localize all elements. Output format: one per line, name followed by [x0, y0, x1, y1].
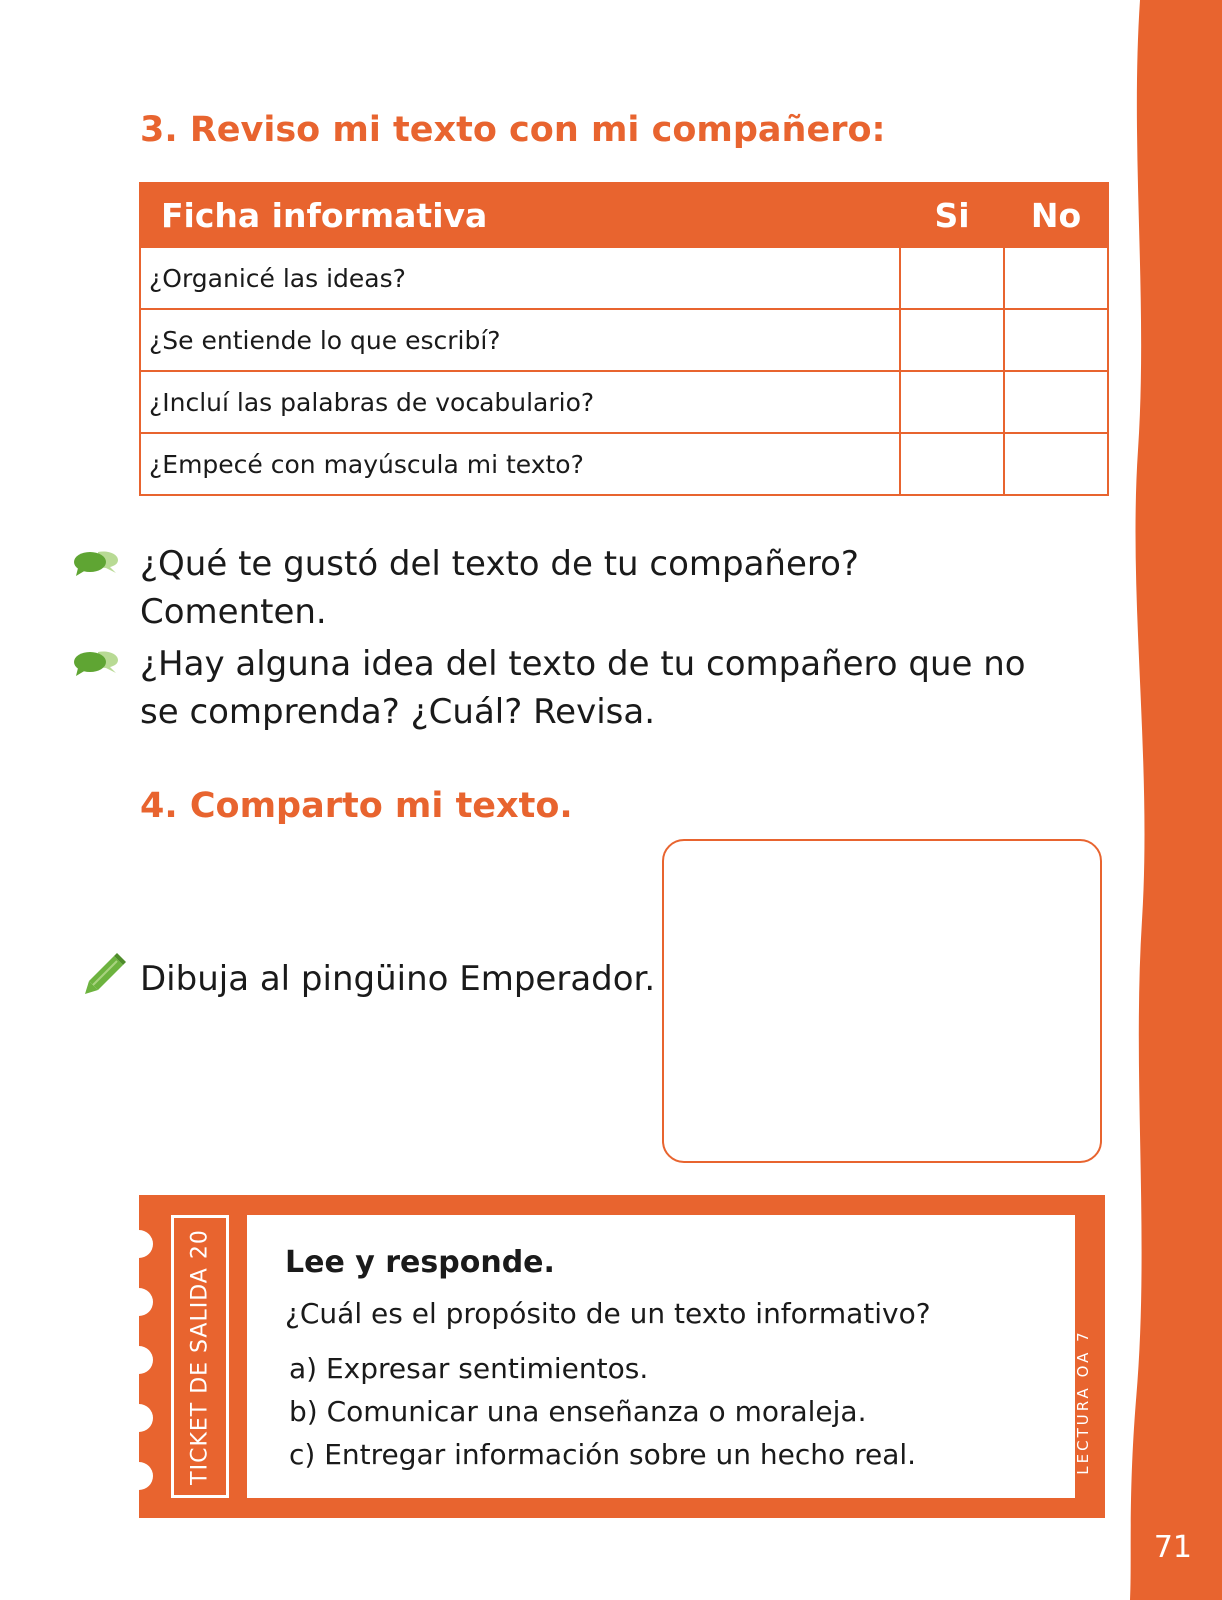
ticket-notch	[125, 1346, 153, 1374]
checklist-header-yes: Si	[900, 183, 1004, 247]
ticket-side-label: LECTURA OA 7	[1074, 1329, 1092, 1475]
draw-prompt: Dibuja al pingüino Emperador.	[140, 959, 656, 999]
ticket-stub	[171, 1215, 229, 1498]
checklist-row	[140, 433, 1108, 495]
speech-bubbles-icon	[72, 648, 122, 678]
checklist-yes-cell[interactable]	[900, 433, 1004, 495]
page-edge-band	[1122, 0, 1222, 1600]
checklist-row	[140, 309, 1108, 371]
checklist-table	[139, 182, 1109, 496]
section-3-heading: 3. Reviso mi texto con mi compañero:	[140, 110, 886, 150]
ticket-notch	[125, 1288, 153, 1316]
ticket-question: ¿Cuál es el propósito de un texto informativo?	[285, 1297, 931, 1330]
drawing-area[interactable]	[662, 839, 1102, 1163]
ticket-option[interactable]: c) Entregar información sobre un hecho real.	[289, 1438, 917, 1471]
checklist-question: ¿Incluí las palabras de vocabulario?	[140, 371, 900, 433]
checklist-no-cell[interactable]	[1004, 371, 1108, 433]
ticket-notch	[125, 1462, 153, 1490]
section-4-heading: 4. Comparto mi texto.	[140, 786, 573, 826]
checklist-no-cell[interactable]	[1004, 433, 1108, 495]
ticket-stub-label: TICKET DE SALIDA 20	[187, 1228, 213, 1485]
checklist-yes-cell[interactable]	[900, 371, 1004, 433]
pencil-icon	[84, 953, 126, 995]
checklist-header-row	[140, 183, 1108, 247]
checklist-yes-cell[interactable]	[900, 309, 1004, 371]
checklist-question: ¿Se entiende lo que escribí?	[140, 309, 900, 371]
checklist-row	[140, 247, 1108, 309]
checklist-header-no: No	[1004, 183, 1108, 247]
page-number: 71	[1153, 1530, 1192, 1565]
checklist-no-cell[interactable]	[1004, 309, 1108, 371]
ticket-options	[289, 1347, 916, 1476]
discussion-prompt-1: ¿Qué te gustó del texto de tu compañero? Comenten.	[140, 544, 859, 632]
checklist-row	[140, 371, 1108, 433]
ticket-title: Lee y responde.	[285, 1245, 555, 1280]
checklist-no-cell[interactable]	[1004, 247, 1108, 309]
exit-ticket	[139, 1195, 1105, 1518]
ticket-card	[247, 1215, 1075, 1498]
checklist-header-question: Ficha informativa	[140, 183, 900, 247]
speech-bubbles-icon	[72, 548, 122, 578]
ticket-option[interactable]: a) Expresar sentimientos.	[289, 1352, 649, 1385]
checklist-yes-cell[interactable]	[900, 247, 1004, 309]
ticket-option[interactable]: b) Comunicar una enseñanza o moraleja.	[289, 1395, 867, 1428]
checklist-question: ¿Empecé con mayúscula mi texto?	[140, 433, 900, 495]
discussion-prompt-2: ¿Hay alguna idea del texto de tu compañero que no se comprenda? ¿Cuál? Revisa.	[140, 644, 1026, 732]
checklist-question: ¿Organicé las ideas?	[140, 247, 900, 309]
ticket-notch	[125, 1404, 153, 1432]
ticket-notch	[125, 1230, 153, 1258]
